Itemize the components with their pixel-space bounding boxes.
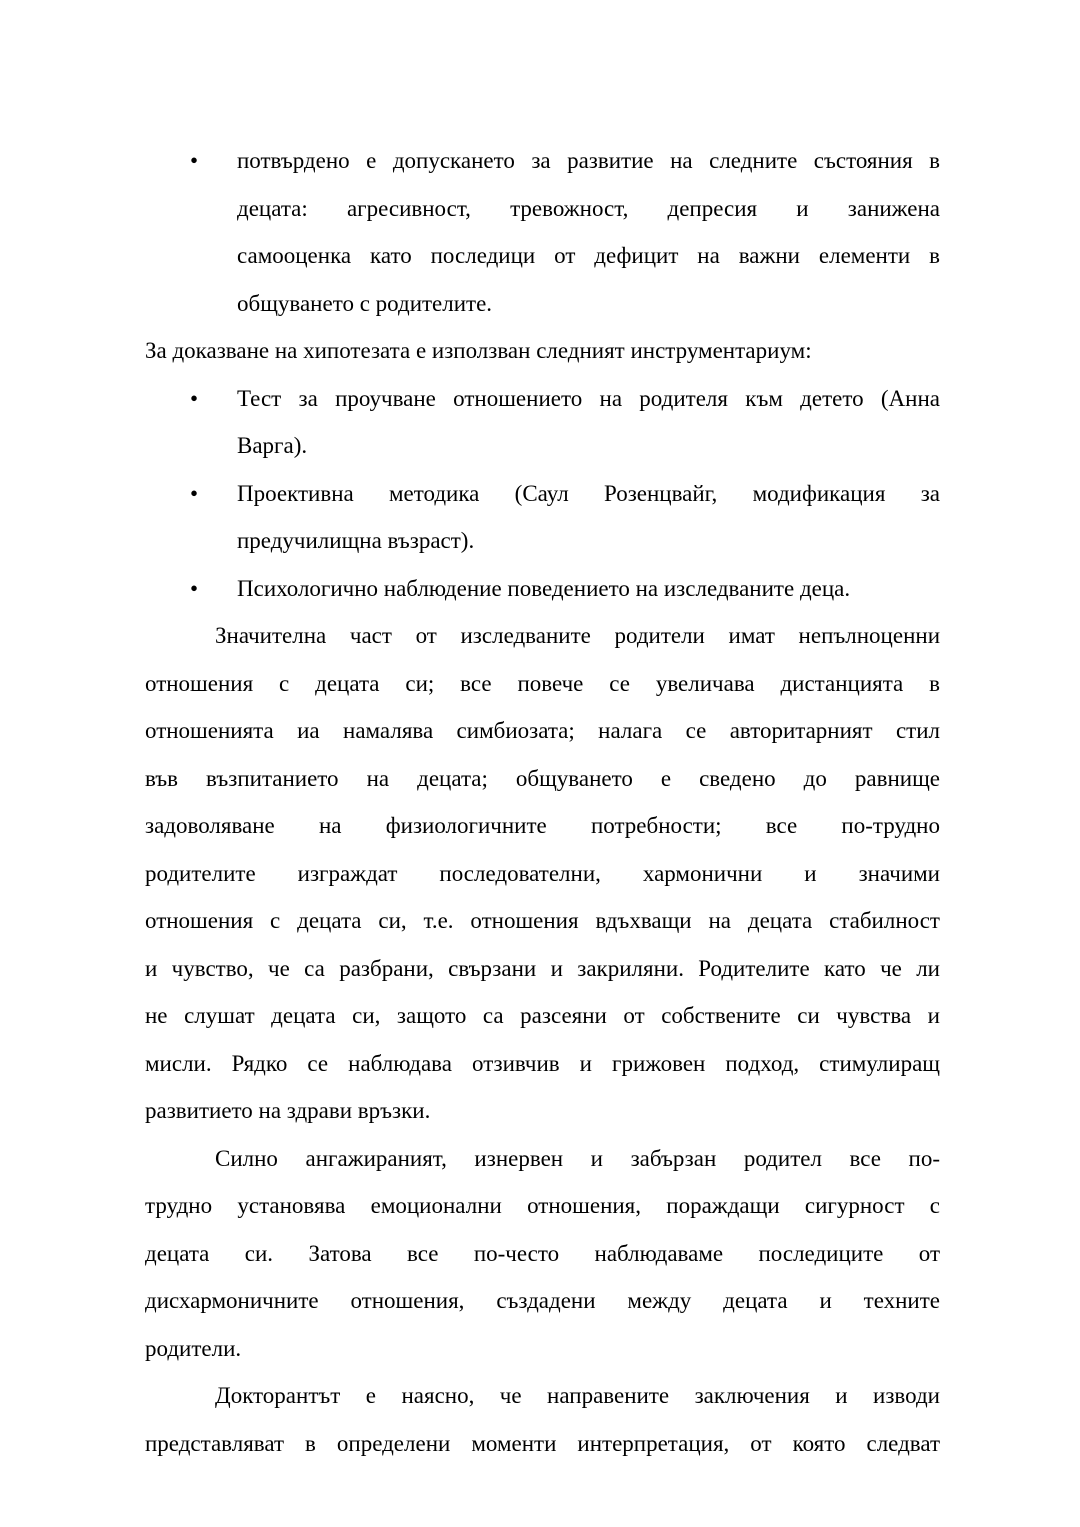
text-line: дисхармоничните отношения, създадени между децата и техните: [145, 1288, 940, 1313]
paragraph: [145, 612, 940, 1135]
text-line: Проективна методика (Саул Розенцвайг, модификация за: [237, 480, 940, 506]
text-line: Тест за проучване отношението на родителя към детето (Анна: [237, 385, 940, 411]
text-line: трудно установява емоционални отношения, пораждащи сигурност с: [145, 1193, 940, 1218]
text-line: Значителна част от изследваните родители имат непълноценни: [215, 623, 940, 648]
text-line: и чувство, че са разбрани, свързани и закриляни. Родителите като че ли: [145, 955, 940, 981]
paragraph: [145, 1135, 940, 1373]
text-line: децата си. Затова все по-често наблюдаваме последиците от: [145, 1240, 940, 1266]
text-line: Психологично наблюдение поведението на изследваните деца.: [237, 575, 851, 601]
paragraph: [145, 1372, 940, 1467]
bullet-icon: •: [190, 480, 199, 506]
text-line: Силно ангажираният, изнервен и забързан родител все по-: [215, 1145, 940, 1171]
text-line: представляват в определени моменти интерпретация, от която следват: [145, 1430, 940, 1456]
text-line: Варга).: [237, 433, 308, 458]
text-line: отношения с децата си, т.е. отношения вдъхващи на децата стабилност: [145, 908, 940, 933]
text-line: развитието на здрави връзки.: [145, 1098, 431, 1123]
bullet-item: [145, 565, 940, 613]
bullet-icon: •: [190, 575, 199, 601]
bullet-icon: •: [190, 148, 199, 173]
text-line: Докторантът е наясно, че направените заключения и изводи: [215, 1383, 940, 1408]
text-line: отношенията иа намалява симбиозата; налага се авторитарният стил: [145, 718, 940, 743]
bullet-item: [145, 470, 940, 565]
text-line: предучилищна възраст).: [237, 528, 475, 553]
bullet-item: [145, 137, 940, 327]
text-line: във възпитанието на децата; общуването е сведено до равнище: [145, 765, 940, 791]
text-line: родители.: [145, 1335, 242, 1361]
bullet-icon: •: [190, 385, 199, 411]
text-line: задоволяване на физиологичните потребности; все по-трудно: [145, 813, 940, 838]
text-column: [145, 137, 940, 1467]
text-line: потвърдено е допускането за развитие на следните състояния в: [237, 148, 940, 173]
text-line: не слушат децата си, защото са разсеяни от собствените си чувства и: [145, 1003, 940, 1028]
text-line: мисли. Рядко се наблюдава отзивчив и грижовен подход, стимулиращ: [145, 1050, 940, 1076]
text-line: самооценка като последици от дефицит на важни елементи в: [237, 243, 940, 268]
text-line: общуването с родителите.: [237, 290, 493, 316]
bullet-item: [145, 375, 940, 470]
text-line: За доказване на хипотезата е използван следният инструментариум:: [145, 338, 812, 363]
paragraph: [145, 327, 940, 375]
text-line: децата: агресивност, тревожност, депресия и занижена: [237, 195, 940, 221]
text-line: родителите изграждат последователни, хармонични и значими: [145, 860, 940, 886]
text-line: отношения с децата си; все повече се увеличава дистанцията в: [145, 670, 940, 696]
